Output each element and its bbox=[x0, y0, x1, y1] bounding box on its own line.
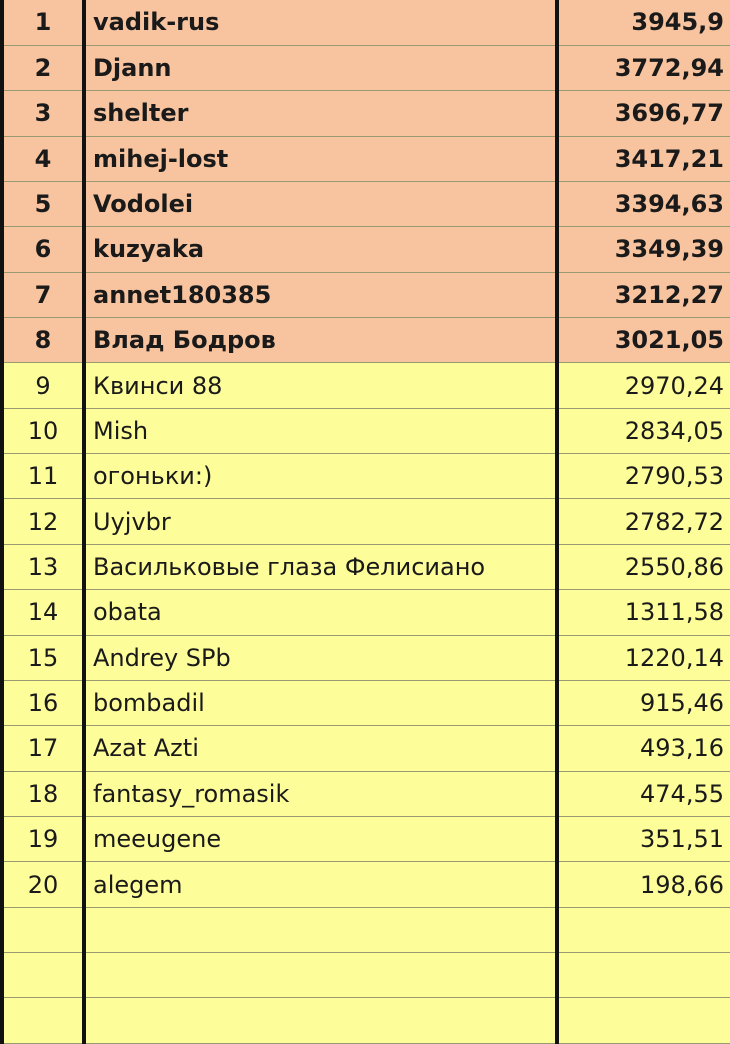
name-cell: vadik-rus bbox=[84, 0, 557, 45]
rank-cell: 10 bbox=[2, 408, 84, 453]
rank-cell bbox=[2, 953, 84, 998]
table-row bbox=[2, 771, 730, 816]
name-cell: Azat Azti bbox=[84, 726, 557, 771]
score-cell: 1311,58 bbox=[557, 590, 730, 635]
rank-cell bbox=[2, 907, 84, 952]
name-cell: Djann bbox=[84, 45, 557, 90]
score-cell: 2970,24 bbox=[557, 363, 730, 408]
rank-cell: 6 bbox=[2, 227, 84, 272]
table-row bbox=[2, 318, 730, 363]
rank-cell: 9 bbox=[2, 363, 84, 408]
rank-cell: 15 bbox=[2, 635, 84, 680]
table-row bbox=[2, 862, 730, 907]
name-cell: kuzyaka bbox=[84, 227, 557, 272]
score-cell bbox=[557, 953, 730, 998]
rank-cell: 8 bbox=[2, 318, 84, 363]
name-cell bbox=[84, 953, 557, 998]
table-row bbox=[2, 45, 730, 90]
rank-cell: 16 bbox=[2, 680, 84, 725]
rank-cell: 2 bbox=[2, 45, 84, 90]
table-row bbox=[2, 363, 730, 408]
table-row bbox=[2, 0, 730, 45]
name-cell: Andrey SPb bbox=[84, 635, 557, 680]
empty-row bbox=[2, 998, 730, 1044]
score-cell: 3945,9 bbox=[557, 0, 730, 45]
score-cell: 1220,14 bbox=[557, 635, 730, 680]
table-row bbox=[2, 544, 730, 589]
score-cell: 2550,86 bbox=[557, 544, 730, 589]
name-cell: Васильковые глаза Фелисиано bbox=[84, 544, 557, 589]
rank-cell: 12 bbox=[2, 499, 84, 544]
name-cell: Vodolei bbox=[84, 181, 557, 226]
rank-cell: 17 bbox=[2, 726, 84, 771]
table-row bbox=[2, 454, 730, 499]
score-cell: 3417,21 bbox=[557, 136, 730, 181]
rank-cell: 18 bbox=[2, 771, 84, 816]
table-row bbox=[2, 181, 730, 226]
rank-cell: 3 bbox=[2, 91, 84, 136]
score-cell: 3349,39 bbox=[557, 227, 730, 272]
table-row bbox=[2, 227, 730, 272]
score-cell: 3696,77 bbox=[557, 91, 730, 136]
rank-cell: 13 bbox=[2, 544, 84, 589]
score-cell: 2834,05 bbox=[557, 408, 730, 453]
rank-cell: 11 bbox=[2, 454, 84, 499]
name-cell: Влад Бодров bbox=[84, 318, 557, 363]
score-cell bbox=[557, 907, 730, 952]
name-cell: alegem bbox=[84, 862, 557, 907]
name-cell: mihej-lost bbox=[84, 136, 557, 181]
score-cell: 198,66 bbox=[557, 862, 730, 907]
name-cell: obata bbox=[84, 590, 557, 635]
name-cell bbox=[84, 907, 557, 952]
name-cell: Uyjvbr bbox=[84, 499, 557, 544]
name-cell: fantasy_romasik bbox=[84, 771, 557, 816]
table-row bbox=[2, 136, 730, 181]
rank-cell: 5 bbox=[2, 181, 84, 226]
name-cell: bombadil bbox=[84, 680, 557, 725]
table-row bbox=[2, 272, 730, 317]
score-cell: 2782,72 bbox=[557, 499, 730, 544]
empty-row bbox=[2, 907, 730, 952]
score-cell: 3394,63 bbox=[557, 181, 730, 226]
score-cell: 3772,94 bbox=[557, 45, 730, 90]
rank-cell: 20 bbox=[2, 862, 84, 907]
ranking-table-body bbox=[2, 0, 730, 1044]
score-cell bbox=[557, 998, 730, 1044]
table-row bbox=[2, 590, 730, 635]
rank-cell: 4 bbox=[2, 136, 84, 181]
rank-cell: 1 bbox=[2, 0, 84, 45]
score-cell: 3212,27 bbox=[557, 272, 730, 317]
name-cell: shelter bbox=[84, 91, 557, 136]
name-cell: Mish bbox=[84, 408, 557, 453]
score-cell: 2790,53 bbox=[557, 454, 730, 499]
score-cell: 493,16 bbox=[557, 726, 730, 771]
score-cell: 474,55 bbox=[557, 771, 730, 816]
rank-cell: 14 bbox=[2, 590, 84, 635]
rank-cell: 19 bbox=[2, 816, 84, 861]
rank-cell: 7 bbox=[2, 272, 84, 317]
score-cell: 915,46 bbox=[557, 680, 730, 725]
name-cell: annet180385 bbox=[84, 272, 557, 317]
table-row bbox=[2, 499, 730, 544]
score-cell: 351,51 bbox=[557, 816, 730, 861]
table-row bbox=[2, 91, 730, 136]
name-cell: Квинси 88 bbox=[84, 363, 557, 408]
table-row bbox=[2, 408, 730, 453]
rank-cell bbox=[2, 998, 84, 1044]
name-cell: meeugene bbox=[84, 816, 557, 861]
table-row bbox=[2, 726, 730, 771]
score-cell: 3021,05 bbox=[557, 318, 730, 363]
table-row bbox=[2, 816, 730, 861]
empty-row bbox=[2, 953, 730, 998]
table-row bbox=[2, 680, 730, 725]
table-row bbox=[2, 635, 730, 680]
name-cell bbox=[84, 998, 557, 1044]
name-cell: огоньки:) bbox=[84, 454, 557, 499]
